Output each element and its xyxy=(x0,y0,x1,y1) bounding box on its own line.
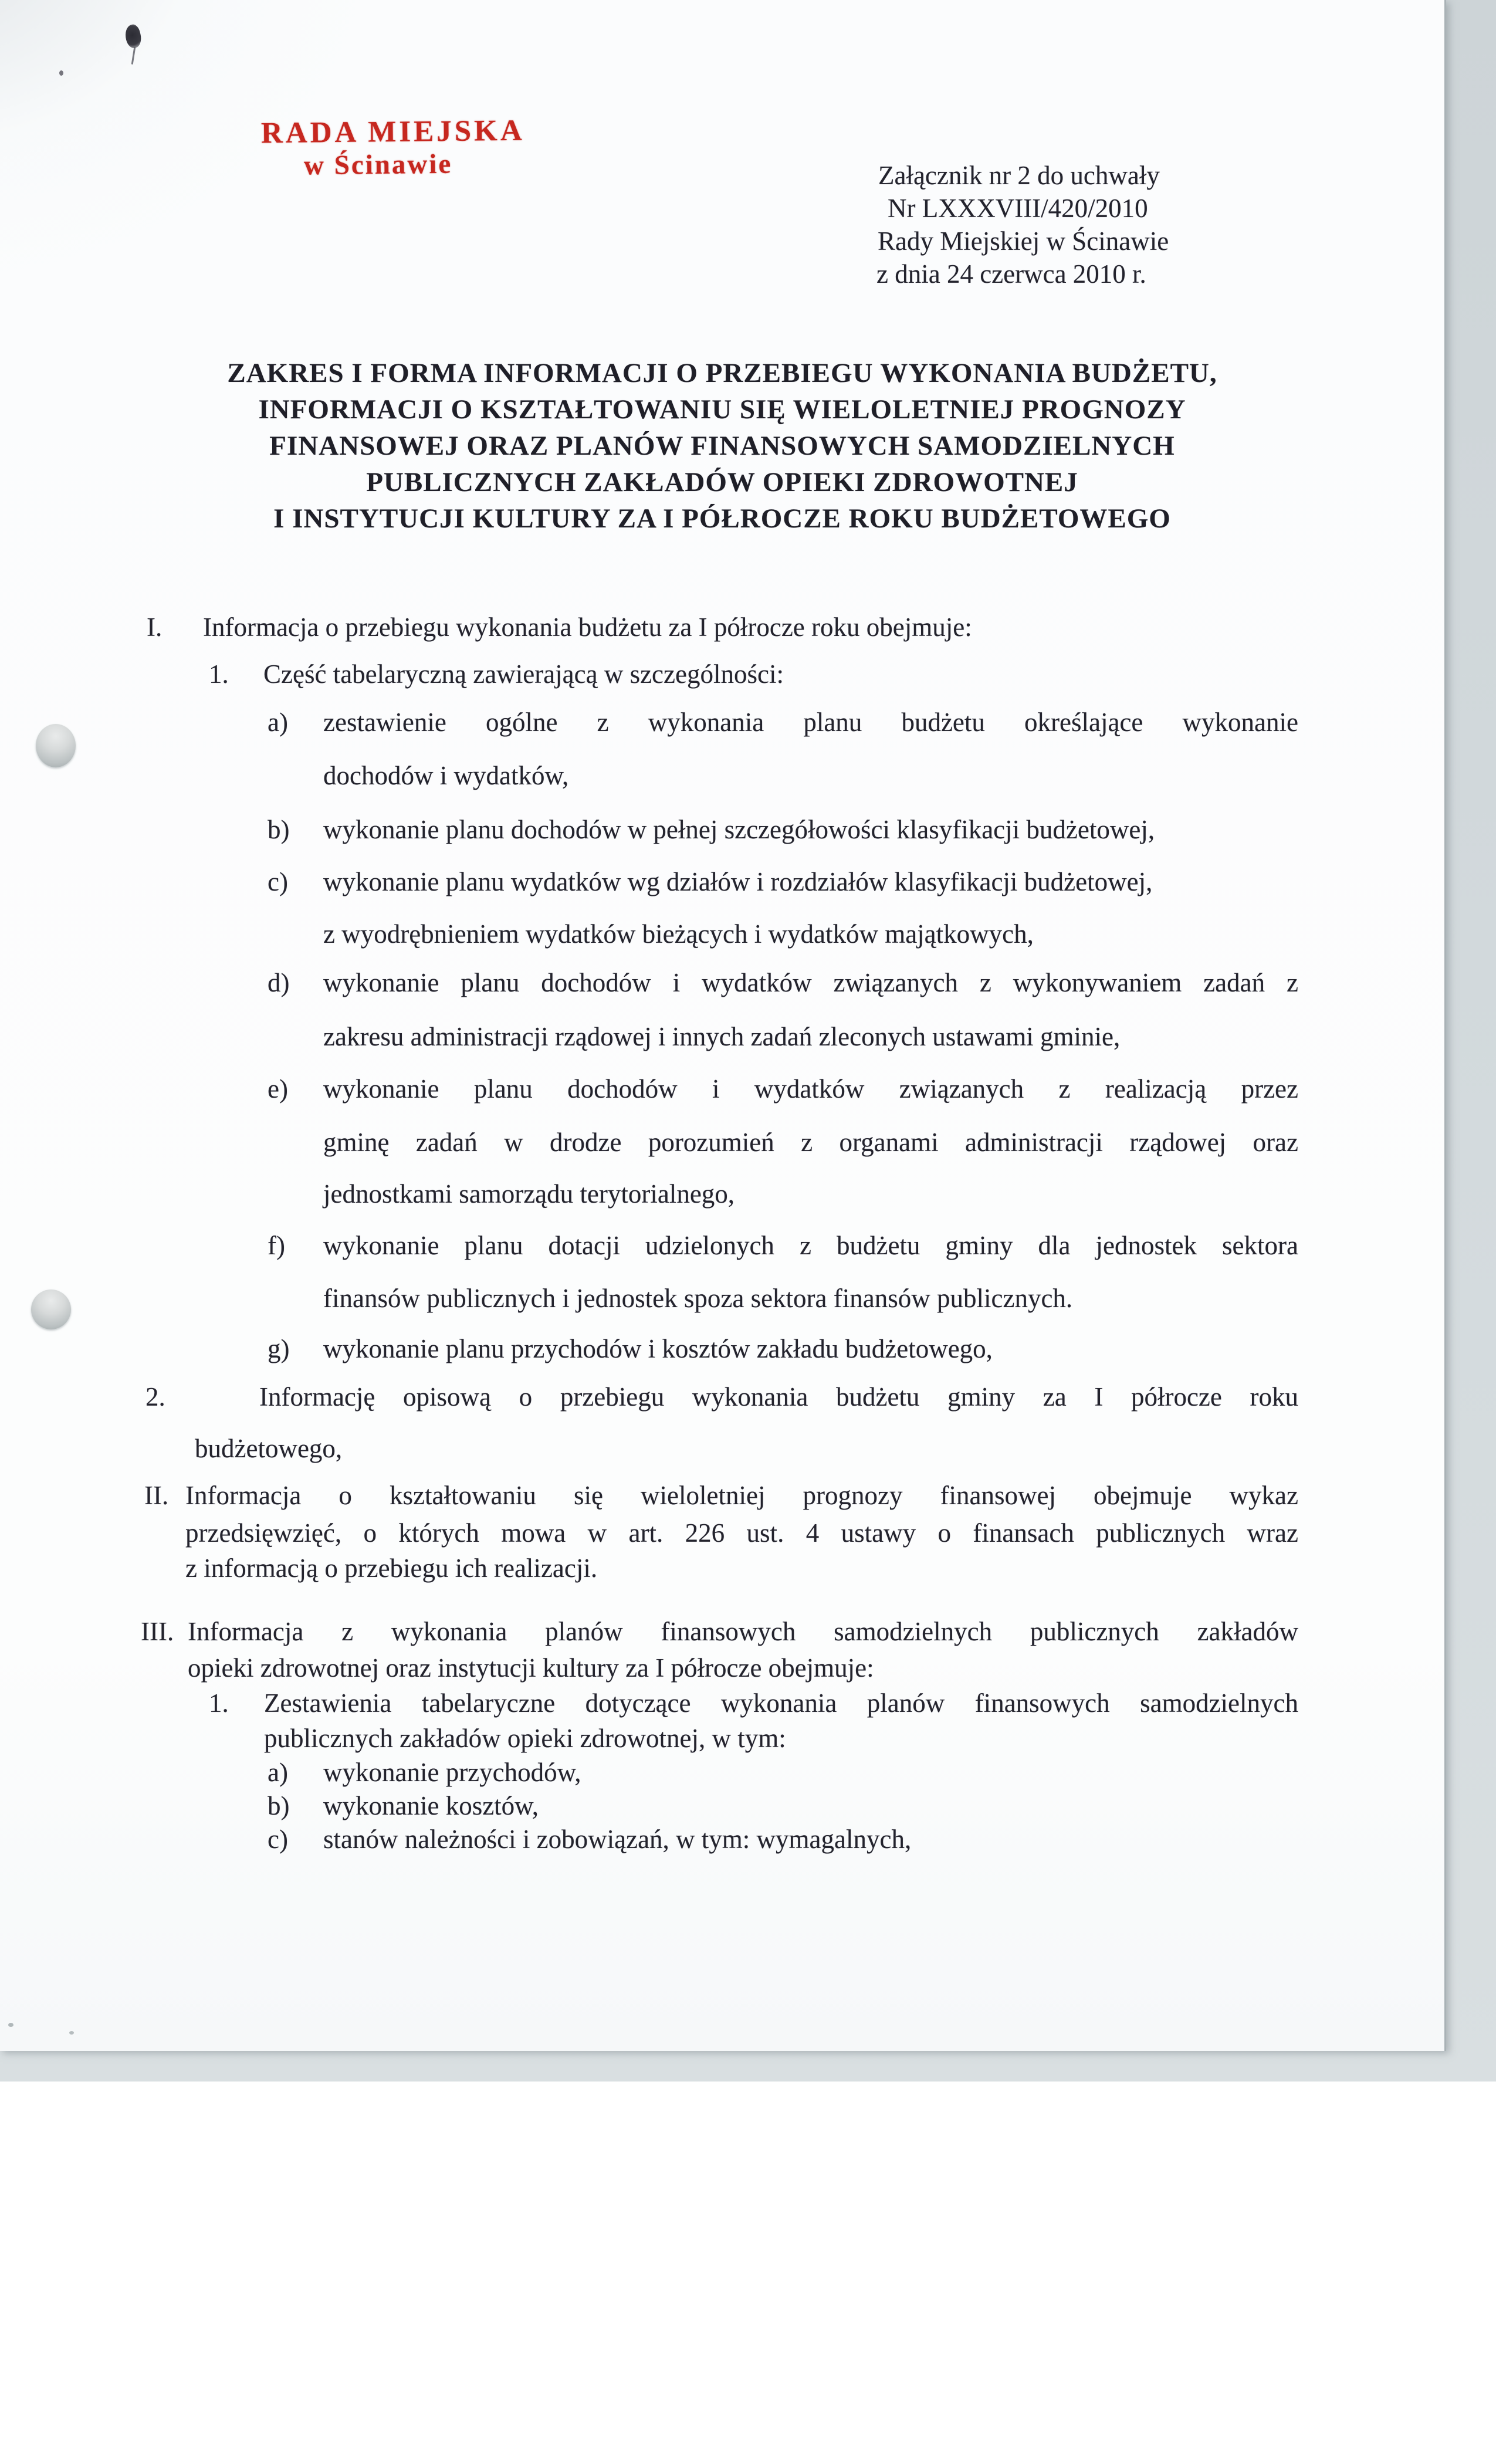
item-2-line-2: budżetowego, xyxy=(195,1434,343,1463)
section-i-marker: I. xyxy=(147,612,163,642)
item-c-marker: c) xyxy=(268,867,288,896)
item-e-line-1: wykonanie planu dochodów i wydatków związanych z realizacją przez xyxy=(323,1074,1298,1104)
item-e-marker: e) xyxy=(268,1074,288,1104)
item-d-line-2: zakresu administracji rządowej i innych zadań zleconych ustawami gminie, xyxy=(323,1022,1121,1051)
hole-punch-bottom xyxy=(31,1289,71,1329)
item-a-line-1: zestawienie ogólne z wykonania planu budżetu określające wykonanie xyxy=(323,708,1298,737)
item-e-line-3: jednostkami samorządu terytorialnego, xyxy=(323,1179,735,1209)
section-ii-marker: II. xyxy=(144,1481,169,1510)
section-ii-line-3: z informacją o przebiegu ich realizacji. xyxy=(185,1553,598,1583)
stamp-org-city: w Ścinawie xyxy=(303,148,453,181)
item-2-marker: 2. xyxy=(145,1382,165,1412)
section-iii-marker: III. xyxy=(141,1617,174,1646)
attachment-ref-line-1: Załącznik nr 2 do uchwały xyxy=(878,161,1160,190)
section-iii-line-2: opieki zdrowotnej oraz instytucji kultury za I półrocze obejmuje: xyxy=(188,1653,874,1683)
iii-item-1-marker: 1. xyxy=(209,1688,229,1718)
item-f-marker: f) xyxy=(268,1231,285,1260)
item-g-marker: g) xyxy=(268,1334,290,1363)
item-b-line-1: wykonanie planu dochodów w pełnej szczegółowości klasyfikacji budżetowej, xyxy=(323,815,1155,844)
item-e-line-2: gminę zadań w drodze porozumień z organami administracji rządowej oraz xyxy=(323,1128,1298,1157)
item-a-line-2: dochodów i wydatków, xyxy=(323,761,569,790)
iii-item-a-text: wykonanie przychodów, xyxy=(323,1758,581,1787)
item-b-marker: b) xyxy=(268,815,290,844)
item-d-line-1: wykonanie planu dochodów i wydatków związanych z wykonywaniem zadań z xyxy=(323,968,1298,997)
dust-speck xyxy=(8,2023,13,2027)
section-i-heading: Informacja o przebiegu wykonania budżetu za I półrocze roku obejmuje: xyxy=(203,612,972,642)
iii-item-a-marker: a) xyxy=(268,1758,288,1787)
item-c-line-2: z wyodrębnieniem wydatków bieżących i wydatków majątkowych, xyxy=(323,919,1034,949)
item-1-text: Część tabelaryczną zawierającą w szczególności: xyxy=(263,659,784,689)
ink-blob-tail-artifact xyxy=(131,47,136,65)
attachment-ref-line-2: Nr LXXXVIII/420/2010 xyxy=(888,194,1148,223)
iii-item-b-marker: b) xyxy=(268,1791,290,1820)
hole-punch-top xyxy=(36,724,76,767)
item-d-marker: d) xyxy=(268,968,290,997)
iii-item-1-line-2: publicznych zakładów opieki zdrowotnej, w tym: xyxy=(264,1724,786,1753)
title-line-5: I INSTYTUCJI KULTURY ZA I PÓŁROCZE ROKU BUDŻETOWEGO xyxy=(273,503,1171,534)
item-f-line-1: wykonanie planu dotacji udzielonych z budżetu gminy dla jednostek sektora xyxy=(323,1231,1298,1260)
iii-item-1-line-1: Zestawienia tabelaryczne dotyczące wykonania planów finansowych samodzielnych xyxy=(264,1688,1298,1718)
dust-speck xyxy=(69,2031,74,2035)
title-line-2: INFORMACJI O KSZTAŁTOWANIU SIĘ WIELOLETNIEJ PROGNOZY xyxy=(258,394,1186,425)
title-line-3: FINANSOWEJ ORAZ PLANÓW FINANSOWYCH SAMODZIELNYCH xyxy=(269,431,1175,461)
item-c-line-1: wykonanie planu wydatków wg działów i rozdziałów klasyfikacji budżetowej, xyxy=(323,867,1153,896)
iii-item-b-text: wykonanie kosztów, xyxy=(323,1791,539,1820)
section-ii-line-2: przedsięwzięć, o których mowa w art. 226 ust. 4 ustawy o finansach publicznych wraz xyxy=(185,1518,1298,1548)
iii-item-c-text: stanów należności i zobowiązań, w tym: wymagalnych, xyxy=(323,1825,912,1854)
item-2-line-1: Informację opisową o przebiegu wykonania budżetu gminy za I półrocze roku xyxy=(259,1382,1298,1412)
ink-blob-artifact xyxy=(123,23,144,49)
ink-speck xyxy=(59,70,63,76)
attachment-ref-line-3: Rady Miejskiej w Ścinawie xyxy=(878,226,1169,256)
title-line-4: PUBLICZNYCH ZAKŁADÓW OPIEKI ZDROWOTNEJ xyxy=(366,467,1078,497)
item-f-line-2: finansów publicznych i jednostek spoza sektora finansów publicznych. xyxy=(323,1284,1073,1313)
section-iii-line-1: Informacja z wykonania planów finansowych samodzielnych publicznych zakładów xyxy=(188,1617,1298,1646)
iii-item-c-marker: c) xyxy=(268,1825,288,1854)
item-g-line-1: wykonanie planu przychodów i kosztów zakładu budżetowego, xyxy=(323,1334,993,1363)
attachment-ref-line-4: z dnia 24 czerwca 2010 r. xyxy=(876,259,1146,289)
title-line-1: ZAKRES I FORMA INFORMACJI O PRZEBIEGU WYKONANIA BUDŻETU, xyxy=(227,358,1217,388)
section-ii-line-1: Informacja o kształtowaniu się wieloletniej prognozy finansowej obejmuje wykaz xyxy=(185,1481,1298,1510)
item-1-marker: 1. xyxy=(209,659,229,689)
item-a-marker: a) xyxy=(268,708,288,737)
stamp-org-name: RADA MIEJSKA xyxy=(260,114,525,150)
